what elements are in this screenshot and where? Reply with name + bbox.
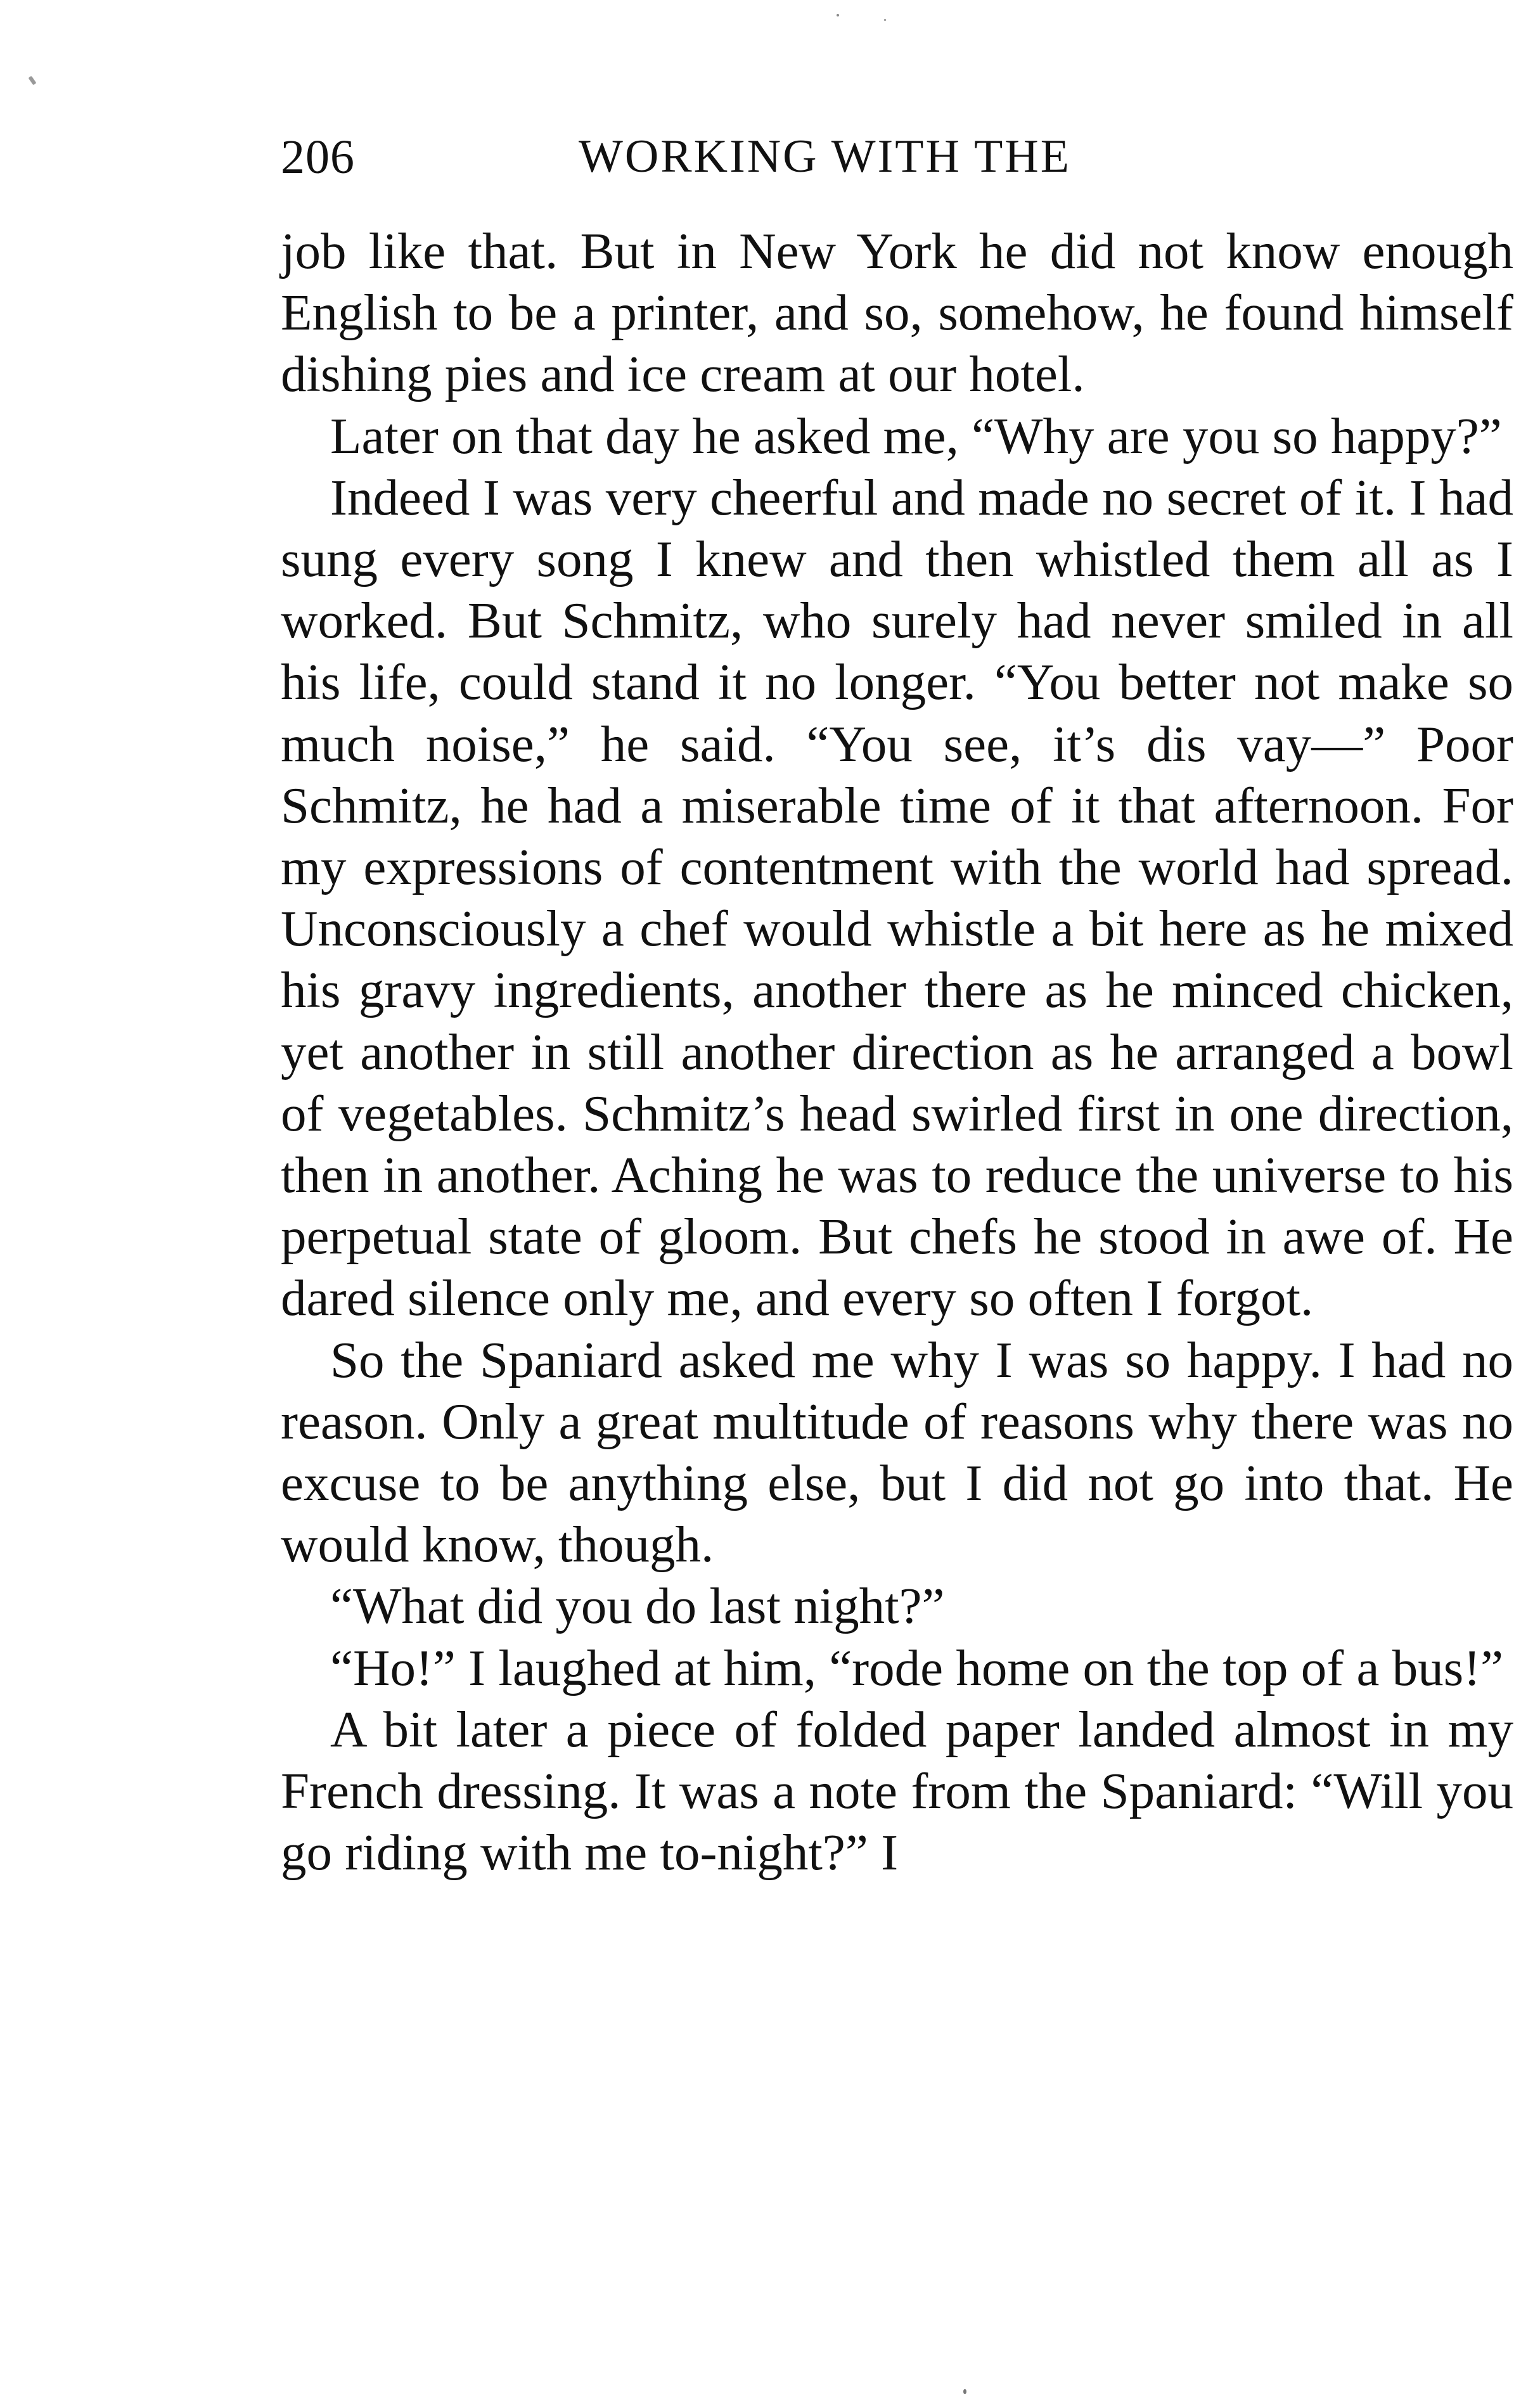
paragraph-4: So the Spaniard asked me why I was so happy. I had no reason. Only a great multitude of reasons why there was no excuse to be anything else, but I did not go into that. He would know, though. bbox=[281, 1331, 1513, 1573]
scan-speck bbox=[29, 76, 37, 86]
paragraph-5: “What did you do last night?” bbox=[330, 1577, 945, 1635]
paragraph-3: Indeed I was very cheerful and made no secret of it. I had sung every song I knew and then whistled them all as I worked. But Schmitz, who surely had never smiled in all his life, could stand it no longer. “You better not make so much noise,” he said. “You see, it’s dis vay—” Poor Schmitz, he had a miserable time of it that afternoon. For my expressions of contentment with the world had spread. Unconsciously a chef would whistle a bit here as he mixed his gravy ingredients, another there as he minced chicken, yet another in still another direction as he arranged a bowl of vegetables. Schmitz’s head swirled first in one direction, then in another. Aching he was to reduce the universe to his perpetual state of gloom. But chefs he stood in awe of. He dared silence only me, and every so often I forgot. bbox=[281, 468, 1513, 1327]
page-number: 206 bbox=[281, 131, 355, 184]
paragraph-2: Later on that day he asked me, “Why are you so happy?” bbox=[330, 407, 1502, 465]
scan-speck bbox=[963, 2389, 966, 2394]
body-text bbox=[281, 221, 1513, 1883]
paragraph-7: A bit later a piece of folded paper landed almost in my French dressing. It was a note from the Spaniard: “Will you go riding with me to-night?” I bbox=[281, 1700, 1513, 1881]
scan-speck bbox=[884, 19, 886, 21]
scan-speck bbox=[837, 14, 839, 16]
running-head: WORKING WITH THE bbox=[579, 131, 1071, 183]
paragraph-6: “Ho!” I laughed at him, “rode home on the top of a bus!” bbox=[330, 1639, 1504, 1696]
page-header bbox=[281, 130, 1513, 200]
paragraph-1: job like that. But in New York he did not know enough English to be a printer, and so, somehow, he found himself dishing pies and ice cream at our hotel. bbox=[281, 222, 1513, 403]
